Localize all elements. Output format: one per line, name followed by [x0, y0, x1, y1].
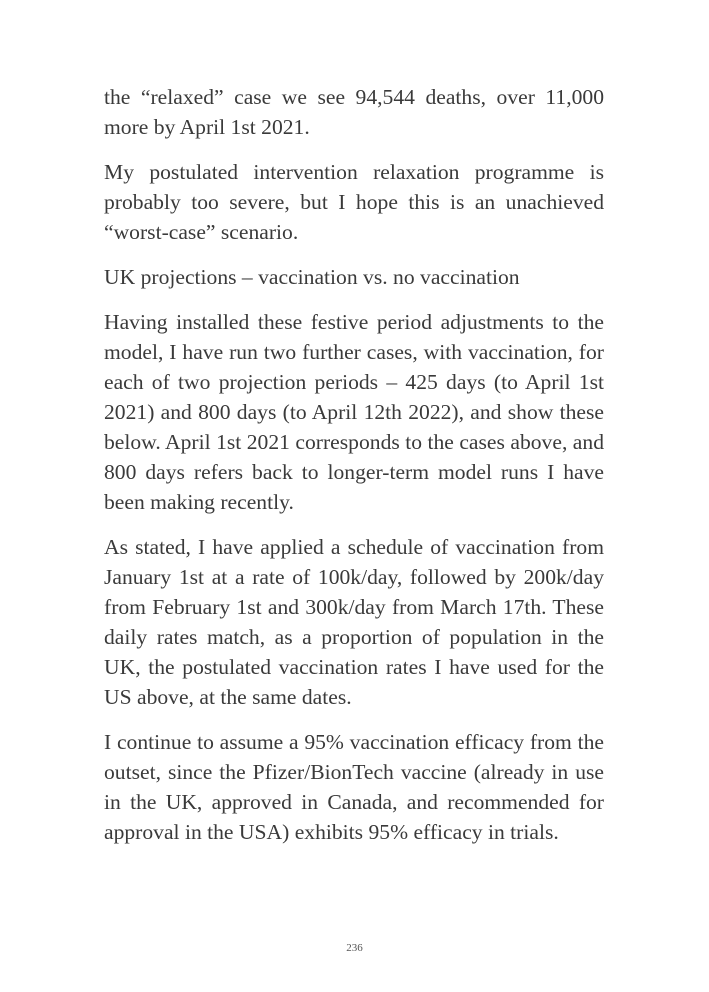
paragraph-relaxed-case: the “relaxed” case we see 94,544 deaths, over 11,000 more by April 1st 2021.: [104, 85, 604, 139]
paragraph-intervention-relaxation: My postulated intervention relaxation programme is probably too severe, but I hope this is an unachieved “worst-case” scenario.: [104, 160, 604, 244]
section-heading-uk-projections: UK projections – vaccination vs. no vaccination: [104, 265, 520, 289]
page-number: 236: [346, 942, 363, 954]
paragraph-vaccination-efficacy: I continue to assume a 95% vaccination efficacy from the outset, since the Pfizer/BionTech vaccine (already in use in the UK, approved in Canada, and recommended for approval in the USA) exhibits 95% efficacy in trials.: [104, 730, 604, 844]
paragraph-festive-adjustments: Having installed these festive period adjustments to the model, I have run two further cases, with vaccination, for each of two projection periods – 425 days (to April 1st 2021) and 800 days (to April 12th 2022), and show these below. April 1st 2021 corresponds to the cases above, and 800 days refers back to longer-term model runs I have been making recently.: [104, 310, 604, 514]
page-body: [104, 82, 604, 862]
paragraph-vaccination-schedule: As stated, I have applied a schedule of vaccination from January 1st at a rate of 100k/day, followed by 200k/day from February 1st and 300k/day from March 17th. These daily rates match, as a proportion of population in the UK, the postulated vaccination rates I have used for the US above, at the same dates.: [104, 535, 604, 709]
